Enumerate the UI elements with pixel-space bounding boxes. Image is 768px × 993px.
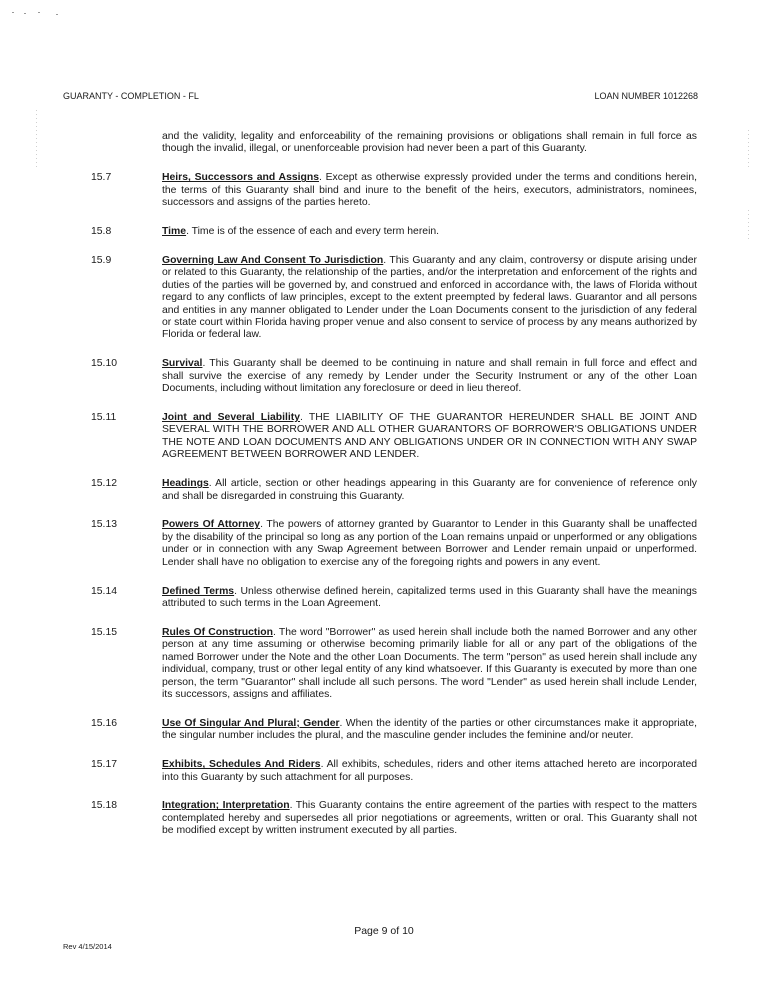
section-text: . This Guaranty and any claim, controversy or dispute arising under or related to this Guaranty, the relationship of the parties, and/or the interpretation and enforcement of the rights and duties of the parties will be governed by, and construed and enforced in accordance with, the laws of Florida without regard to any conflicts of law principles, except to the extent preempted by federal laws. Guarantor and all persons and entities in any manner obligated to Lender under the Loan Documents consent to the jurisdiction of any federal or state court within Florida having proper venue and also consent to service of process by any means authorized by Florida or federal law. — [162, 254, 697, 341]
section-title: Heirs, Successors and Assigns — [162, 172, 319, 184]
section-text: . Except as otherwise expressly provided under the terms and conditions herein, the terms of this Guaranty shall bind and inure to the benefit of the heirs, executors, administrators, nominees, successors and assigns of the parties hereto. — [162, 172, 697, 209]
document-body — [91, 131, 697, 838]
section-body — [162, 412, 697, 462]
section-text: . When the identity of the parties or other circumstances make it appropriate, the singular number includes the plural, and the masculine gender includes the feminine and/or neuter. — [162, 717, 697, 742]
section-title: Headings — [162, 478, 209, 490]
section-title: Defined Terms — [162, 585, 235, 597]
section-15-12 — [91, 478, 697, 503]
section-number: 15.8 — [91, 226, 112, 238]
section-15-15 — [91, 627, 697, 701]
section-15-7 — [91, 172, 697, 209]
section-number: 15.11 — [91, 412, 117, 423]
section-body — [162, 759, 697, 784]
section-15-17 — [91, 759, 697, 784]
section-title: Time — [162, 226, 187, 238]
section-number: 15.7 — [91, 172, 112, 184]
section-text: . THE LIABILITY OF THE GUARANTOR HEREUNDER SHALL BE JOINT AND SEVERAL WITH THE BORROWER AND ALL OTHER GUARANTORS OF BORROWER'S OBLIGATIONS UNDER THE NOTE AND LOAN DOCUMENTS AND ANY OBLIGATIONS UNDER OR IN CONNECTION WITH ANY SWAP AGREEMENT BETWEEN BORROWER AND LENDER. — [162, 412, 697, 461]
section-body — [162, 358, 697, 395]
section-text: . All article, section or other headings appearing in this Guaranty are for convenience of reference only and shall be disregarded in construing this Guaranty. — [162, 478, 697, 502]
section-title: Use Of Singular And Plural; Gender — [162, 717, 340, 729]
section-number: 15.13 — [91, 519, 118, 531]
section-15-18 — [91, 800, 697, 837]
section-number: 15.16 — [91, 717, 118, 729]
page-number: Page 9 of 10 — [354, 925, 414, 937]
section-text: . This Guaranty contains the entire agreement of the parties with respect to the matters contemplated hereby and supersedes all prior negotiations or agreements, written or oral. This Guaranty shall not be modified except by written instrument executed by all parties. — [162, 800, 697, 837]
section-title: Powers Of Attorney — [162, 519, 261, 531]
section-text: . This Guaranty shall be deemed to be continuing in nature and shall remain in full force and effect and shall survive the exercise of any remedy by Lender under the Security Instrument or any of the other Loan Documents, including without limitation any foreclosure or deed in lieu thereof. — [162, 358, 697, 395]
section-body — [162, 627, 697, 701]
section-15-9 — [91, 255, 697, 342]
header-loan-number: LOAN NUMBER 1012268 — [594, 91, 698, 101]
section-title: Joint and Several Liability — [162, 412, 301, 423]
section-title: Rules Of Construction — [162, 626, 273, 638]
section-body — [162, 478, 697, 503]
section-number: 15.12 — [91, 478, 118, 490]
section-text: . All exhibits, schedules, riders and other items attached hereto are incorporated into this Guaranty by such attachment for all purposes. — [162, 759, 698, 783]
section-body — [162, 800, 697, 837]
section-number: 15.18 — [91, 800, 118, 812]
section-body — [162, 172, 697, 209]
section-body — [162, 226, 697, 238]
section-15-13 — [91, 519, 697, 569]
section-text: . The word "Borrower" as used herein shall include both the named Borrower and any other person at any time assuming or otherwise becoming primarily liable for all or any part of the obligations of the named Borrower under the Note and the other Loan Documents. The term "person" as used herein shall include any individual, company, trust or other legal entity of any kind whatsoever. If this Guaranty is executed by more than one person, the term "Guarantor" shall include all such persons. The word "Lender" as used herein shall include Lender, its successors, assigns and affiliates. — [162, 626, 697, 700]
section-title: Exhibits, Schedules And Riders — [162, 759, 321, 771]
section-text: . Time is of the essence of each and every term herein. — [186, 226, 440, 238]
section-15-16 — [91, 718, 697, 743]
section-title: Integration; Interpretation — [162, 800, 290, 812]
section-number: 15.15 — [91, 626, 118, 638]
section-body — [162, 718, 697, 743]
section-number: 15.10 — [91, 358, 118, 370]
revision-date: Rev 4/15/2014 — [63, 942, 112, 951]
section-number: 15.9 — [91, 254, 112, 266]
continuation-paragraph: and the validity, legality and enforceability of the remaining provisions or obligations shall remain in full force as though the invalid, illegal, or unenforceable provision had never been a part of this Guaranty. — [162, 131, 697, 155]
section-15-8 — [91, 226, 697, 238]
section-body — [162, 255, 697, 342]
section-body — [162, 586, 697, 611]
section-body — [162, 519, 697, 569]
section-text: . The powers of attorney granted by Guarantor to Lender in this Guaranty shall be unaffected by the disability of the principal so long as any portion of the Loan remains unpaid or unperformed or any obligations under or in connection with any Swap Agreement between Borrower and Lender remain unpaid or unperformed. Lender shall have no obligation to exercise any of the foregoing rights and powers in any event. — [162, 519, 697, 568]
section-title: Governing Law And Consent To Jurisdiction — [162, 254, 384, 266]
section-number: 15.14 — [91, 585, 118, 597]
section-15-11 — [91, 412, 697, 462]
section-text: . Unless otherwise defined herein, capitalized terms used in this Guaranty shall have the meanings attributed to such terms in the Loan Agreement. — [162, 585, 697, 609]
section-title: Survival — [162, 358, 203, 370]
section-15-14 — [91, 586, 697, 611]
section-15-10 — [91, 358, 697, 395]
header-document-title: GUARANTY - COMPLETION - FL — [63, 91, 199, 101]
section-number: 15.17 — [91, 759, 118, 771]
